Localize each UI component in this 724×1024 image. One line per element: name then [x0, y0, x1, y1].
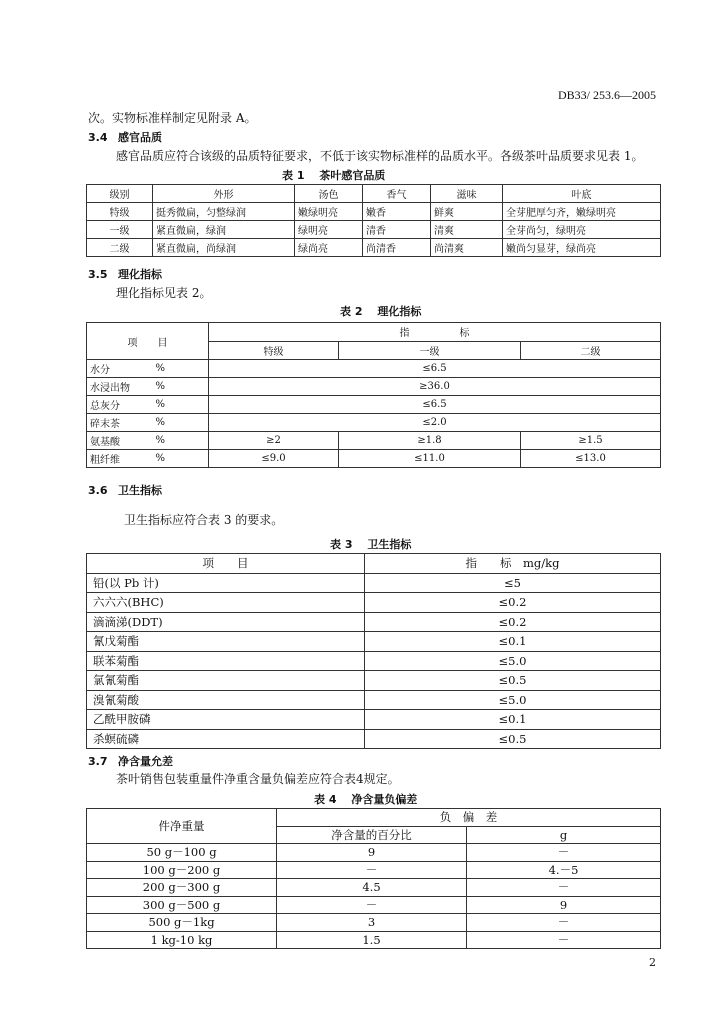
table-header-cell: 指 标 mg/kg — [365, 554, 661, 574]
table-header-cell: 一级 — [339, 341, 521, 360]
table-header-cell: 汤色 — [295, 185, 363, 203]
table-cell: 挺秀微扁，匀整绿润 — [153, 203, 295, 221]
table-cell: － — [467, 931, 661, 949]
table-cell: 紧直微扁，绿润 — [153, 221, 295, 239]
table-row — [87, 360, 661, 378]
table-cell: ≤0.2 — [365, 612, 661, 632]
table-cell: 紧直微扁，尚绿润 — [153, 239, 295, 257]
table-header-cell: 净含量的百分比 — [277, 826, 467, 844]
section-title: 卫生指标 — [118, 484, 162, 497]
table-cell: ≤0.2 — [365, 593, 661, 613]
section-3-4-text: 感官品质应符合该级的品质特征要求，不低于该实物标准样的品质水平。各级茶叶品质要求见表 1。 — [116, 149, 644, 163]
table-cell: 清爽 — [431, 221, 503, 239]
table-cell: 尚清爽 — [431, 239, 503, 257]
table-cell: ≤11.0 — [339, 450, 521, 468]
section-3-7-text: 茶叶销售包装重量件净重含量负偏差应符合表4规定。 — [116, 772, 400, 786]
table-row — [87, 651, 661, 671]
table-cell: 尚清香 — [363, 239, 431, 257]
table-cell: 9 — [277, 844, 467, 862]
table3-caption: 表 3 卫生指标 — [330, 538, 412, 551]
table-cell: 3 — [277, 914, 467, 932]
table-cell: 水浸出物 — [87, 378, 153, 396]
table-cell: 100 g－200 g — [87, 861, 277, 879]
table-cell: 总灰分 — [87, 396, 153, 414]
table-header-cell: 叶底 — [503, 185, 661, 203]
table-cell: 300 g－500 g — [87, 896, 277, 914]
table-cell: 嫩香 — [363, 203, 431, 221]
table-cell: 200 g－300 g — [87, 879, 277, 897]
table-cell: 1 kg-10 kg — [87, 931, 277, 949]
table-header-cell: g — [467, 826, 661, 844]
table-cell: 绿明亮 — [295, 221, 363, 239]
table-cell: 9 — [467, 896, 661, 914]
table-cell: － — [277, 861, 467, 879]
table-cell: ≥2 — [209, 432, 339, 450]
standard-number: DB33/ 253.6—2005 — [557, 88, 656, 102]
table-cell: 50 g－100 g — [87, 844, 277, 862]
table-row — [87, 671, 661, 691]
table-row — [87, 593, 661, 613]
table1-sensory-quality — [86, 184, 661, 257]
section-number: 3.4 — [88, 131, 108, 144]
table-cell: ≤6.5 — [209, 360, 661, 378]
table-cell: ≤0.5 — [365, 671, 661, 691]
table-cell: ≥36.0 — [209, 378, 661, 396]
table-cell: 溴氰菊酸 — [87, 690, 365, 710]
section-3-4-heading — [88, 129, 162, 145]
table-header-cell: 滋味 — [431, 185, 503, 203]
table-header-cell: 二级 — [521, 341, 661, 360]
intro-line: 次。实物标准样制定见附录 A。 — [88, 111, 257, 125]
table-row — [87, 573, 661, 593]
table-row — [87, 729, 661, 749]
table-row — [87, 239, 661, 257]
table-cell: 嫩尚匀显芽，绿尚亮 — [503, 239, 661, 257]
section-3-5-text: 理化指标见表 2。 — [116, 286, 212, 300]
table-cell: 氨基酸 — [87, 432, 153, 450]
table-cell: 氯氰菊酯 — [87, 671, 365, 691]
table-cell: 二级 — [87, 239, 153, 257]
table-row — [87, 414, 661, 432]
table-cell: ≤0.1 — [365, 710, 661, 730]
table-row — [87, 896, 661, 914]
table-cell: － — [467, 914, 661, 932]
table4-caption: 表 4 净含量负偏差 — [314, 793, 418, 806]
table-cell: ≤0.5 — [365, 729, 661, 749]
table-cell: ≤5.0 — [365, 651, 661, 671]
section-3-6-heading — [88, 482, 162, 498]
page-number: 2 — [649, 956, 656, 969]
table-row — [87, 914, 661, 932]
table-header-row — [87, 323, 661, 342]
table-header-cell: 项 目 — [87, 323, 209, 360]
section-3-7-heading — [88, 753, 173, 769]
table-cell: － — [467, 844, 661, 862]
table-cell: ≤13.0 — [521, 450, 661, 468]
table-cell: 全芽尚匀，绿明亮 — [503, 221, 661, 239]
table-header-cell: 外形 — [153, 185, 295, 203]
table-row — [87, 432, 661, 450]
table-cell: 全芽肥厚匀齐，嫩绿明亮 — [503, 203, 661, 221]
table-cell: 乙酰甲胺磷 — [87, 710, 365, 730]
table-row — [87, 879, 661, 897]
table-header-row — [87, 809, 661, 827]
table-row — [87, 450, 661, 468]
table-cell: % — [153, 378, 209, 396]
table-row — [87, 396, 661, 414]
table-cell: － — [467, 879, 661, 897]
table-cell: 绿尚亮 — [295, 239, 363, 257]
table1-caption: 表 1 茶叶感官品质 — [282, 169, 386, 182]
section-title: 理化指标 — [118, 268, 162, 281]
table-cell: ≤9.0 — [209, 450, 339, 468]
table-row — [87, 203, 661, 221]
table-cell: ≥1.5 — [521, 432, 661, 450]
table-cell: % — [153, 432, 209, 450]
table-cell: 清香 — [363, 221, 431, 239]
table-row — [87, 378, 661, 396]
table-cell: 氰戊菊酯 — [87, 632, 365, 652]
table-cell: % — [153, 360, 209, 378]
table-cell: － — [277, 896, 467, 914]
section-3-5-heading — [88, 266, 162, 282]
table-cell: 铅(以 Pb 计) — [87, 573, 365, 593]
table-row — [87, 931, 661, 949]
table-cell: ≤0.1 — [365, 632, 661, 652]
table-cell: ≥1.8 — [339, 432, 521, 450]
table-cell: ≤6.5 — [209, 396, 661, 414]
table-header-cell: 件净重量 — [87, 809, 277, 844]
table-cell: 4.5 — [277, 879, 467, 897]
table-cell: 特级 — [87, 203, 153, 221]
table-cell: % — [153, 396, 209, 414]
table-cell: 碎末茶 — [87, 414, 153, 432]
table-cell: 六六六(BHC) — [87, 593, 365, 613]
table-cell: 嫩绿明亮 — [295, 203, 363, 221]
table-header-row — [87, 554, 661, 574]
table-cell: 鲜爽 — [431, 203, 503, 221]
table-cell: 杀螟硫磷 — [87, 729, 365, 749]
table-cell: 500 g－1kg — [87, 914, 277, 932]
section-number: 3.5 — [88, 268, 108, 281]
table-row — [87, 221, 661, 239]
table2-caption: 表 2 理化指标 — [340, 305, 422, 318]
section-3-6-text: 卫生指标应符合表 3 的要求。 — [124, 513, 284, 527]
table2-physicochemical — [86, 322, 661, 468]
table-cell: ≤5 — [365, 573, 661, 593]
table-cell: 粗纤维 — [87, 450, 153, 468]
table-cell: ≤5.0 — [365, 690, 661, 710]
table-row — [87, 690, 661, 710]
table-cell: ≤2.0 — [209, 414, 661, 432]
table-row — [87, 710, 661, 730]
table-header-cell: 项 目 — [87, 554, 365, 574]
section-title: 净含量允差 — [118, 755, 173, 768]
table-cell: 联苯菊酯 — [87, 651, 365, 671]
table-cell: 一级 — [87, 221, 153, 239]
table-header-row — [87, 185, 661, 203]
table-row — [87, 612, 661, 632]
table-header-cell: 香气 — [363, 185, 431, 203]
table-header-cell: 级别 — [87, 185, 153, 203]
table-row — [87, 861, 661, 879]
table-cell: 4.－5 — [467, 861, 661, 879]
table-header-cell: 负 偏 差 — [277, 809, 661, 827]
table-cell: % — [153, 450, 209, 468]
table-cell: 滴滴涕(DDT) — [87, 612, 365, 632]
table-row — [87, 632, 661, 652]
section-number: 3.6 — [88, 484, 108, 497]
table4-net-content-deviation — [86, 808, 661, 949]
table-cell: % — [153, 414, 209, 432]
table-cell: 水分 — [87, 360, 153, 378]
table-header-cell: 特级 — [209, 341, 339, 360]
section-title: 感官品质 — [118, 131, 162, 144]
table-header-cell: 指 标 — [209, 323, 661, 342]
table-cell: 1.5 — [277, 931, 467, 949]
section-number: 3.7 — [88, 755, 108, 768]
table3-hygiene — [86, 553, 661, 749]
table-row — [87, 844, 661, 862]
